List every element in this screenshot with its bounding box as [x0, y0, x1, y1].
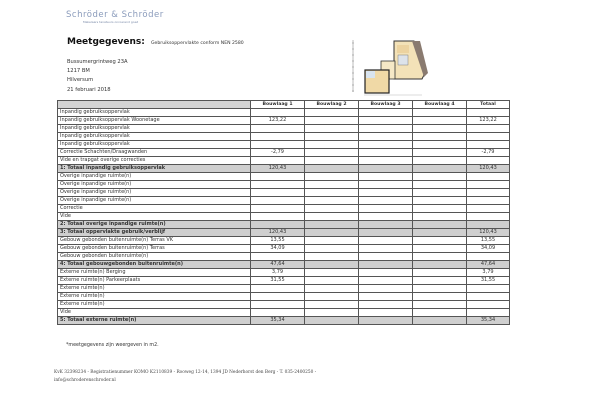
cell-totaal: 123,22	[467, 117, 510, 125]
row-label: Overige inpandige ruimte(n)	[58, 181, 251, 189]
cell-bouwlaag-1: 120,43	[251, 165, 305, 173]
cell-bouwlaag-1: 120,43	[251, 229, 305, 237]
cell-bouwlaag-4	[413, 293, 467, 301]
row-label: Overige inpandige ruimte(n)	[58, 189, 251, 197]
cell-totaal	[467, 213, 510, 221]
cell-totaal	[467, 157, 510, 165]
cell-bouwlaag-2	[305, 261, 359, 269]
cell-bouwlaag-3	[359, 301, 413, 309]
cell-totaal	[467, 253, 510, 261]
row-label: Vide en trapgat overige correcties	[58, 157, 251, 165]
table-header-bouwlaag-4: Bouwlaag 4	[413, 101, 467, 109]
cell-bouwlaag-2	[305, 277, 359, 285]
cell-bouwlaag-1	[251, 141, 305, 149]
cell-bouwlaag-4	[413, 117, 467, 125]
cell-bouwlaag-2	[305, 229, 359, 237]
cell-bouwlaag-3	[359, 125, 413, 133]
cell-bouwlaag-3	[359, 229, 413, 237]
cell-bouwlaag-1	[251, 221, 305, 229]
table-header-bouwlaag-3: Bouwlaag 3	[359, 101, 413, 109]
cell-bouwlaag-4	[413, 277, 467, 285]
cell-bouwlaag-3	[359, 141, 413, 149]
cell-bouwlaag-3	[359, 309, 413, 317]
table-row	[58, 309, 510, 317]
footer-email: info@schroderenschroder.nl	[54, 377, 116, 383]
cell-totaal: 120,43	[467, 229, 510, 237]
table-row	[58, 293, 510, 301]
cell-bouwlaag-1	[251, 109, 305, 117]
cell-bouwlaag-1: 13,55	[251, 237, 305, 245]
cell-bouwlaag-1	[251, 197, 305, 205]
cell-bouwlaag-1: 47,64	[251, 261, 305, 269]
cell-bouwlaag-1: 3,79	[251, 269, 305, 277]
table-row	[58, 117, 510, 125]
row-label: Externe ruimte(n)	[58, 293, 251, 301]
row-label: Correctie	[58, 205, 251, 213]
row-label: Vide	[58, 309, 251, 317]
table-row	[58, 245, 510, 253]
floorplan-image	[344, 37, 430, 97]
cell-bouwlaag-1	[251, 173, 305, 181]
cell-bouwlaag-1: 123,22	[251, 117, 305, 125]
row-label: 2: Totaal overige inpandige ruimte(n)	[58, 221, 251, 229]
row-label: Inpandig gebruiksoppervlak	[58, 125, 251, 133]
cell-bouwlaag-3	[359, 181, 413, 189]
cell-bouwlaag-2	[305, 245, 359, 253]
cell-bouwlaag-2	[305, 309, 359, 317]
cell-totaal	[467, 293, 510, 301]
cell-bouwlaag-3	[359, 269, 413, 277]
cell-bouwlaag-1	[251, 309, 305, 317]
cell-bouwlaag-2	[305, 213, 359, 221]
cell-bouwlaag-4	[413, 229, 467, 237]
row-label: Inpandig gebruiksoppervlak	[58, 133, 251, 141]
cell-bouwlaag-1	[251, 293, 305, 301]
cell-totaal	[467, 173, 510, 181]
cell-bouwlaag-2	[305, 109, 359, 117]
cell-bouwlaag-4	[413, 181, 467, 189]
page-footer	[54, 369, 554, 384]
company-name: Schröder & Schröder	[66, 10, 164, 20]
address-postcode: 1217 BM	[67, 68, 90, 75]
address-date: 21 februari 2018	[67, 86, 111, 93]
cell-totaal	[467, 197, 510, 205]
row-label: Overige inpandige ruimte(n)	[58, 197, 251, 205]
row-label: Externe ruimte(n) Parkeerplaats	[58, 277, 251, 285]
floorplan-room-a	[397, 45, 409, 53]
row-label: Gebouw gebonden buitenruimte(n)	[58, 253, 251, 261]
cell-totaal	[467, 221, 510, 229]
cell-bouwlaag-3	[359, 285, 413, 293]
cell-bouwlaag-1	[251, 285, 305, 293]
row-label: Externe ruimte(n)	[58, 285, 251, 293]
cell-totaal: -2,79	[467, 149, 510, 157]
cell-bouwlaag-3	[359, 221, 413, 229]
table-row	[58, 205, 510, 213]
footnote: *meetgegevens zijn weergeven in m2.	[66, 343, 159, 348]
table-row	[58, 109, 510, 117]
cell-bouwlaag-2	[305, 141, 359, 149]
cell-bouwlaag-1	[251, 133, 305, 141]
cell-bouwlaag-2	[305, 301, 359, 309]
cell-bouwlaag-3	[359, 253, 413, 261]
cell-bouwlaag-4	[413, 149, 467, 157]
floorplan-room-b	[398, 55, 408, 65]
cell-bouwlaag-4	[413, 189, 467, 197]
cell-totaal	[467, 189, 510, 197]
measurements-table	[57, 100, 510, 325]
cell-totaal	[467, 309, 510, 317]
table-header-totaal: Totaal	[467, 101, 510, 109]
table-row	[58, 141, 510, 149]
row-label: Gebouw gebonden buitenruimte(n) Terras	[58, 245, 251, 253]
cell-totaal	[467, 285, 510, 293]
cell-totaal	[467, 301, 510, 309]
cell-totaal: 35,34	[467, 317, 510, 325]
address-block	[67, 58, 128, 95]
cell-bouwlaag-1	[251, 189, 305, 197]
table-total-row	[58, 317, 510, 325]
cell-bouwlaag-2	[305, 117, 359, 125]
cell-bouwlaag-3	[359, 277, 413, 285]
row-label: Correctie Schachten/Draagwanden	[58, 149, 251, 157]
cell-bouwlaag-2	[305, 293, 359, 301]
cell-bouwlaag-3	[359, 317, 413, 325]
cell-bouwlaag-3	[359, 261, 413, 269]
cell-totaal: 13,55	[467, 237, 510, 245]
cell-bouwlaag-3	[359, 173, 413, 181]
row-label: 5: Totaal externe ruimte(n)	[58, 317, 251, 325]
cell-bouwlaag-3	[359, 165, 413, 173]
footer-company-info: KvK 32398234 - Registratienummer KOMO K2110839 - Rooweg 12-14, 1394 JD Nederhorst den Berg - T. 035-2400250 -	[54, 370, 317, 375]
cell-bouwlaag-4	[413, 261, 467, 269]
cell-bouwlaag-3	[359, 245, 413, 253]
row-label: Externe ruimte(n) Berging	[58, 269, 251, 277]
cell-bouwlaag-2	[305, 285, 359, 293]
table-row	[58, 189, 510, 197]
cell-bouwlaag-2	[305, 205, 359, 213]
table-total-row	[58, 261, 510, 269]
row-label: Inpandig gebruiksoppervlak	[58, 141, 251, 149]
floorplan-room-bath	[366, 71, 375, 78]
table-total-row	[58, 221, 510, 229]
table-body	[58, 109, 510, 325]
address-city: Hilversum	[67, 77, 94, 84]
table-row	[58, 133, 510, 141]
cell-bouwlaag-4	[413, 125, 467, 133]
cell-bouwlaag-4	[413, 173, 467, 181]
table-row	[58, 197, 510, 205]
cell-bouwlaag-1	[251, 205, 305, 213]
table-row	[58, 173, 510, 181]
cell-bouwlaag-4	[413, 285, 467, 293]
table-total-row	[58, 229, 510, 237]
cell-bouwlaag-2	[305, 133, 359, 141]
table-row	[58, 213, 510, 221]
company-tagline: Makelaars taxateurs onroerend goed	[83, 20, 139, 24]
cell-bouwlaag-1: 31,55	[251, 277, 305, 285]
cell-bouwlaag-3	[359, 149, 413, 157]
row-label: Inpandig gebruiksoppervlak Woonetage	[58, 117, 251, 125]
row-label: Gebouw gebonden buitenruimte(n) Terras VK	[58, 237, 251, 245]
table-header-label	[58, 101, 251, 109]
cell-bouwlaag-2	[305, 317, 359, 325]
cell-totaal: 3,79	[467, 269, 510, 277]
cell-totaal	[467, 109, 510, 117]
cell-bouwlaag-4	[413, 301, 467, 309]
cell-bouwlaag-2	[305, 221, 359, 229]
cell-bouwlaag-2	[305, 269, 359, 277]
cell-bouwlaag-4	[413, 269, 467, 277]
table-total-row	[58, 165, 510, 173]
cell-bouwlaag-4	[413, 221, 467, 229]
cell-totaal	[467, 125, 510, 133]
cell-totaal	[467, 141, 510, 149]
row-label: 4: Totaal gebouwgebonden buitenruimte(n)	[58, 261, 251, 269]
cell-bouwlaag-2	[305, 165, 359, 173]
table-row	[58, 301, 510, 309]
cell-totaal: 120,43	[467, 165, 510, 173]
row-label: Vide	[58, 213, 251, 221]
cell-totaal	[467, 133, 510, 141]
cell-totaal: 31,55	[467, 277, 510, 285]
cell-bouwlaag-1	[251, 125, 305, 133]
table-row	[58, 157, 510, 165]
cell-bouwlaag-2	[305, 157, 359, 165]
cell-bouwlaag-1	[251, 157, 305, 165]
cell-bouwlaag-3	[359, 109, 413, 117]
cell-bouwlaag-2	[305, 125, 359, 133]
cell-bouwlaag-3	[359, 117, 413, 125]
cell-bouwlaag-3	[359, 293, 413, 301]
cell-bouwlaag-3	[359, 189, 413, 197]
table-row	[58, 125, 510, 133]
cell-bouwlaag-1: -2,79	[251, 149, 305, 157]
row-label: Externe ruimte(n)	[58, 301, 251, 309]
cell-bouwlaag-1	[251, 181, 305, 189]
table-row	[58, 285, 510, 293]
cell-bouwlaag-2	[305, 181, 359, 189]
table-row	[58, 149, 510, 157]
cell-bouwlaag-3	[359, 205, 413, 213]
page-subtitle: Gebruiksoppervlakte conform NEN 2580	[151, 41, 244, 46]
cell-bouwlaag-4	[413, 317, 467, 325]
cell-bouwlaag-2	[305, 173, 359, 181]
cell-bouwlaag-4	[413, 237, 467, 245]
row-label: 3: Totaal oppervlakte gebruik/verblijf	[58, 229, 251, 237]
cell-totaal: 34,09	[467, 245, 510, 253]
row-label: 1: Totaal inpandig gebruiksoppervlak	[58, 165, 251, 173]
address-street: Bussumergrintweg 23A	[67, 59, 128, 65]
table-header-row	[58, 101, 510, 109]
cell-bouwlaag-1	[251, 213, 305, 221]
cell-bouwlaag-4	[413, 133, 467, 141]
cell-bouwlaag-4	[413, 197, 467, 205]
cell-bouwlaag-3	[359, 133, 413, 141]
cell-bouwlaag-1: 35,34	[251, 317, 305, 325]
cell-bouwlaag-4	[413, 205, 467, 213]
company-logo	[66, 10, 164, 24]
cell-bouwlaag-2	[305, 197, 359, 205]
table-row	[58, 181, 510, 189]
cell-bouwlaag-4	[413, 157, 467, 165]
cell-bouwlaag-4	[413, 141, 467, 149]
cell-totaal	[467, 181, 510, 189]
table-header-bouwlaag-1: Bouwlaag 1	[251, 101, 305, 109]
cell-bouwlaag-2	[305, 237, 359, 245]
cell-bouwlaag-4	[413, 165, 467, 173]
cell-totaal: 47,64	[467, 261, 510, 269]
table-row	[58, 253, 510, 261]
cell-totaal	[467, 205, 510, 213]
title-line	[67, 33, 244, 49]
row-label: Overige inpandige ruimte(n)	[58, 173, 251, 181]
cell-bouwlaag-1	[251, 301, 305, 309]
cell-bouwlaag-3	[359, 213, 413, 221]
cell-bouwlaag-3	[359, 237, 413, 245]
cell-bouwlaag-3	[359, 157, 413, 165]
cell-bouwlaag-3	[359, 197, 413, 205]
row-label: Inpandig gebruiksoppervlak	[58, 109, 251, 117]
table-row	[58, 269, 510, 277]
cell-bouwlaag-4	[413, 309, 467, 317]
cell-bouwlaag-4	[413, 245, 467, 253]
cell-bouwlaag-1: 34,09	[251, 245, 305, 253]
table-header-bouwlaag-2: Bouwlaag 2	[305, 101, 359, 109]
cell-bouwlaag-4	[413, 109, 467, 117]
cell-bouwlaag-4	[413, 213, 467, 221]
table-row	[58, 277, 510, 285]
cell-bouwlaag-2	[305, 253, 359, 261]
cell-bouwlaag-1	[251, 253, 305, 261]
page-title: Meetgegevens:	[67, 37, 145, 47]
cell-bouwlaag-2	[305, 149, 359, 157]
cell-bouwlaag-2	[305, 189, 359, 197]
table-row	[58, 237, 510, 245]
cell-bouwlaag-4	[413, 253, 467, 261]
